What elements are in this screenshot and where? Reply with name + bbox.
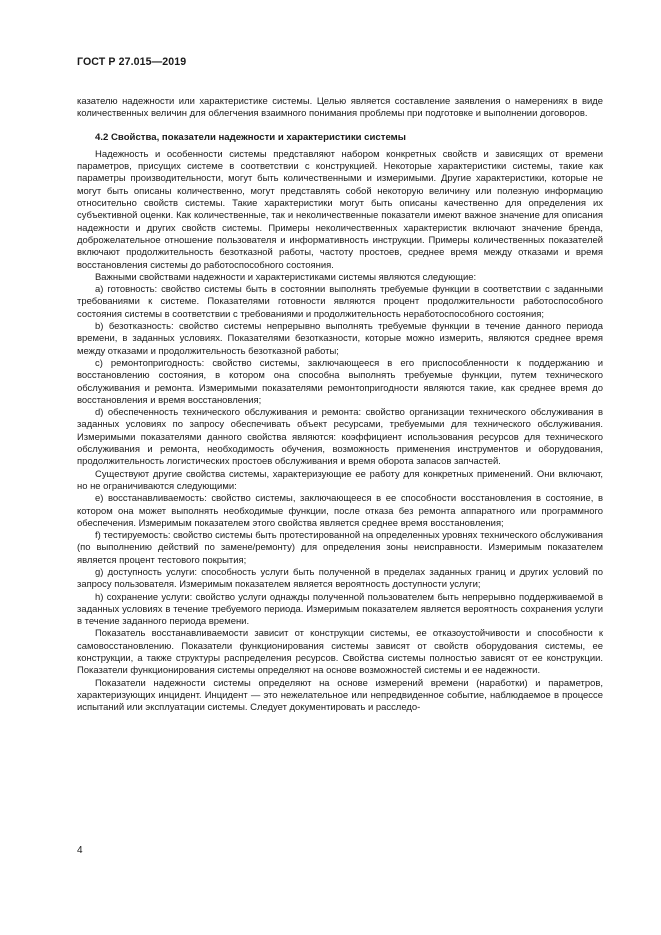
paragraph-recoverability-factors: Показатель восстанавливаемости зависит от конструкции системы, ее отказоустойчивости и способности к самовосстановлению. Показатели функционирования системы зависят от свойств оборудования системы, ее конструкции, а также структуры распределения ресурсов. Свойства системы полностью зависят от ее конструкции. Показатели функционирования системы определяют на основе возможностей системы и ее надежности.: [77, 628, 603, 677]
section-title: 4.2 Свойства, показатели надежности и характеристики системы: [95, 131, 406, 143]
document-body: [77, 96, 603, 715]
list-item-service-accessibility: g) доступность услуги: способность услуги быть полученной в пределах заданных границ и других условий по запросу пользователя. Измеримым показателем является вероятность доступности услуги;: [77, 566, 603, 591]
list-item-recoverability: e) восстанавливаемость: свойство системы, заключающееся в ее способности восстановления в состояние, в котором она может выполнять необходимые функции, после отказа без ремонта аппаратного или программного обеспечения. Измеримым показателем этого свойства является среднее время восстановления;: [77, 493, 603, 529]
list-item-testability: f) тестируемость: свойство системы быть протестированной на определенных уровнях технического обслуживания (по выполнению действий по замене/ремонту) для определения зоны неисправности. Измеримым показателем является процент тестового покрытия;: [77, 530, 603, 566]
paragraph-other-properties: Существуют другие свойства системы, характеризующие ее работу для конкретных применений. Они включают, но не ограничиваются следующими:: [77, 468, 603, 492]
page-number: 4: [77, 845, 83, 856]
paragraph-overview: Надежность и особенности системы представляют набором конкретных свойств и зависящих от времени параметров, присущих системе в соответствии с конструкцией. Некоторые характеристики системы, такие как параметры производительности, могут быть количественными и измеримыми. Другие характеристики, которые не могут быть описаны количественно, могут представлять собой некоторую величину или полезную информацию относительно свойств системы. Такие характеристики могут быть описаны качественно для определения их субъективной оценки. Как количественные, так и неколичественные показатели имеют важное значение для описания надежности и других свойств системы. Примеры неколичественных характеристик включают значение бренда, доброжелательное отношение пользователя и информативность инструкции. Примеры количественных показателей включают продолжительность безотказной работы, частоту простоев, среднее время между отказами и время восстановления системы до работоспособного состояния.: [77, 148, 603, 271]
list-item-maintenance-support: d) обеспеченность технического обслуживания и ремонта: свойство организации технического обслуживания в заданных условиях по запросу обеспечивать объект ресурсами, требуемыми для технического обслуживания. Измеримыми показателями данного свойства являются: коэффициент использования ресурсов для технического обслуживания и ремонта, необходимость обучения, возможность применения инструментов и оборудования, продолжительность логистических простоев обслуживания и время оборота запасов запчастей.: [77, 407, 603, 468]
list-item-reliability: b) безотказность: свойство системы непрерывно выполнять требуемые функции в течение данного периода времени, в заданных условиях. Показателями безотказности, которые можно измерить, являются среднее время между отказами и продолжительность безотказной работы;: [77, 321, 603, 357]
intro-paragraph: казателю надежности или характеристике системы. Целью является составление заявления о намерениях в виде количественных величин для облегчения взаимного понимания проблемы при подготовке и выполнении договоров.: [77, 96, 603, 120]
list-item-maintainability: c) ремонтопригодность: свойство системы, заключающееся в его приспособленности к поддержанию и восстановлению состояния, в котором она способна выполнять требуемые функции, путем технического обслуживания и ремонта. Измеримыми показателями ремонтопригодности являются такие, как среднее время до восстановления и время восстановления;: [77, 357, 603, 406]
paragraph-list-intro: Важными свойствами надежности и характеристиками системы являются следующие:: [95, 271, 477, 283]
list-item-service-retainability: h) сохранение услуги: свойство услуги однажды полученной пользователем быть непрерывно поддерживаемой в заданных условиях в течение требуемого периода. Измеримым показателем является вероятность сохранения услуги в течение заданного периода времени.: [77, 591, 603, 628]
paragraph-measurement: Показатели надежности системы определяют на основе измерений времени (наработки) и параметров, характеризующих инцидент. Инцидент — это нежелательное или непредвиденное событие, наблюдаемое в процессе испытаний или эксплуатации системы. Следует документировать и расследо-: [77, 677, 603, 714]
standard-designation: ГОСТ Р 27.015—2019: [77, 56, 187, 68]
list-item-availability: a) готовность: свойство системы быть в состоянии выполнять требуемые функции в соответствии с заданными требованиями к системе. Показателями готовности являются процент продолжительности работоспособного состояния системы в соответствии с требованиями и продолжительность неработоспособного состояния;: [77, 284, 603, 320]
